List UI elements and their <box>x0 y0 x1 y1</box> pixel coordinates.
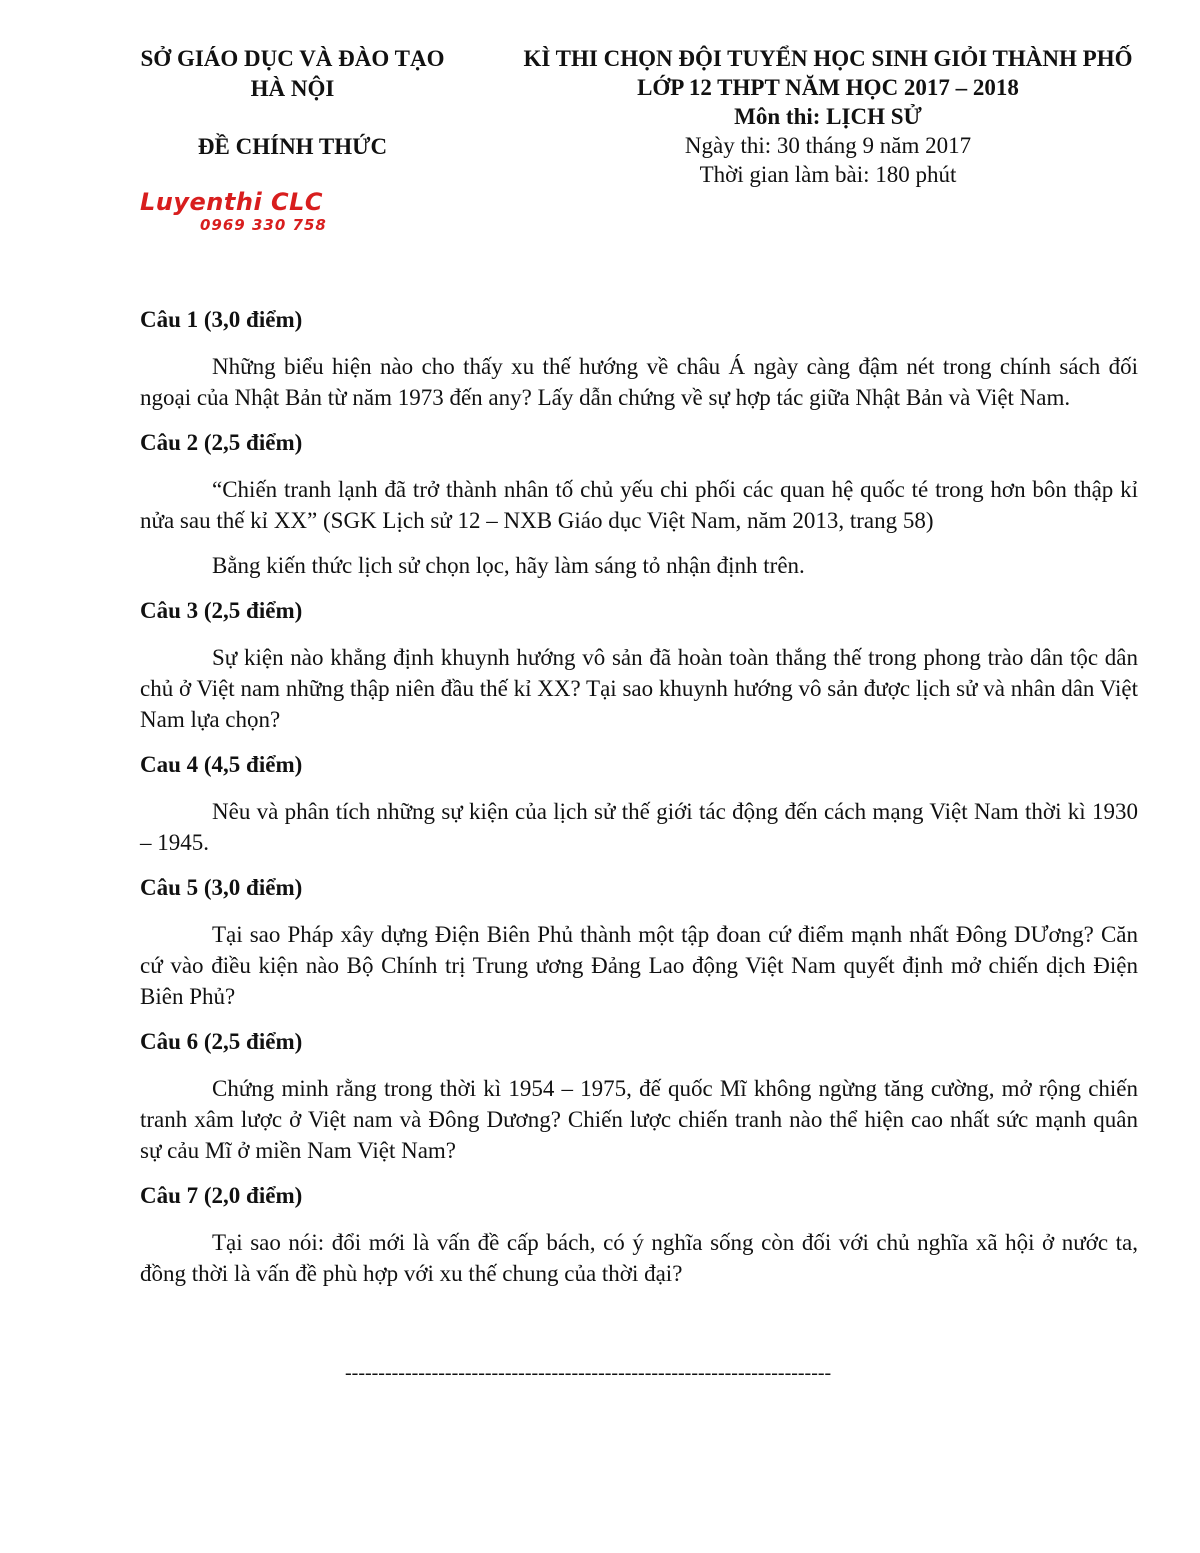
question-2 <box>140 427 1138 581</box>
official-label: ĐỀ CHÍNH THỨC <box>197 134 388 159</box>
question-3 <box>140 595 1138 735</box>
exam-date: Ngày thi: 30 tháng 9 năm 2017 <box>684 133 972 158</box>
question-title: Câu 2 (2,5 điểm) <box>140 430 303 455</box>
exam-title: KÌ THI CHỌN ĐỘI TUYỂN HỌC SINH GIỎI THÀNH PHỐ <box>523 46 1133 71</box>
watermark-logo <box>140 188 370 240</box>
question-text: “Chiến tranh lạnh đã trở thành nhân tố chủ yếu chi phối các quan hệ quốc té trong hơn bôn thập kỉ nửa sau thế kỉ XX” (SGK Lịch sử 12 – NXB Giáo dục Việt Nam, năm 2013, trang 58) <box>140 477 1138 533</box>
exam-header <box>478 44 1178 189</box>
question-title: Câu 7 (2,0 điểm) <box>140 1183 303 1208</box>
question-7 <box>140 1180 1138 1289</box>
question-text: Chứng minh rằng trong thời kì 1954 – 1975, đế quốc Mĩ không ngừng tăng cường, mở rộng chiến tranh xâm lược ở Việt nam và Đông Dương? Chiến lược chiến tranh nào thể hiện cao nhất sức mạnh quân sự cảu Mĩ ở miền Nam Việt Nam? <box>140 1076 1138 1163</box>
questions-list <box>140 304 1138 1303</box>
question-text: Sự kiện nào khẳng định khuynh hướng vô sản đã hoàn toàn thắng thế trong phong trào dân tộc dân chủ ở Việt nam những thập niên đầu thế kỉ XX? Tại sao khuynh hướng vô sản được lịch sử và nhân dân Việt Nam lựa chọn? <box>140 645 1138 732</box>
question-title: Câu 1 (3,0 điểm) <box>140 307 303 332</box>
question-title: Câu 5 (3,0 điểm) <box>140 875 303 900</box>
question-1 <box>140 304 1138 413</box>
question-text: Bằng kiến thức lịch sử chọn lọc, hãy làm sáng tỏ nhận định trên. <box>212 553 805 578</box>
question-text: Tại sao Pháp xây dựng Điện Biên Phủ thành một tập đoan cứ điểm mạnh nhất Đông DƯơng? Căn cứ vào điều kiện nào Bộ Chính trị Trung ương Đảng Lao động Việt Nam quyết định mở chiến dịch Điện Biên Phủ? <box>140 922 1138 1009</box>
question-title: Câu 3 (2,5 điểm) <box>140 598 303 623</box>
question-title: Cau 4 (4,5 điểm) <box>140 752 303 777</box>
department-name: SỞ GIÁO DỤC VÀ ĐÀO TẠO <box>140 46 445 71</box>
question-text: Tại sao nói: đổi mới là vấn đề cấp bách, có ý nghĩa sống còn đối với chủ nghĩa xã hội ở nước ta, đồng thời là vấn đề phù hợp với xu thế chung của thời đại? <box>140 1230 1138 1286</box>
exam-subject: Môn thi: LỊCH SỬ <box>734 104 922 129</box>
department-header <box>100 44 485 162</box>
logo-brand: Luyenthi CLC <box>140 188 324 216</box>
question-text: Nêu và phân tích những sự kiện của lịch sử thế giới tác động đến cách mạng Việt Nam thời kì 1930 – 1945. <box>140 799 1138 855</box>
end-separator: ------------------------------------------------------------------------- <box>345 1362 832 1384</box>
question-5 <box>140 872 1138 1012</box>
question-6 <box>140 1026 1138 1166</box>
department-city: HÀ NỘI <box>250 76 335 101</box>
question-title: Câu 6 (2,5 điểm) <box>140 1029 303 1054</box>
exam-grade-year: LỚP 12 THPT NĂM HỌC 2017 – 2018 <box>637 75 1019 100</box>
exam-duration: Thời gian làm bài: 180 phút <box>699 162 957 187</box>
question-text: Những biểu hiện nào cho thấy xu thế hướng về châu Á ngày càng đậm nét trong chính sách đối ngoại của Nhật Bản từ năm 1973 đến any? Lấy dẫn chứng về sự hợp tác giữa Nhật Bản và Việt Nam. <box>140 354 1138 410</box>
logo-phone: 0969 330 758 <box>200 216 327 234</box>
question-4 <box>140 749 1138 858</box>
